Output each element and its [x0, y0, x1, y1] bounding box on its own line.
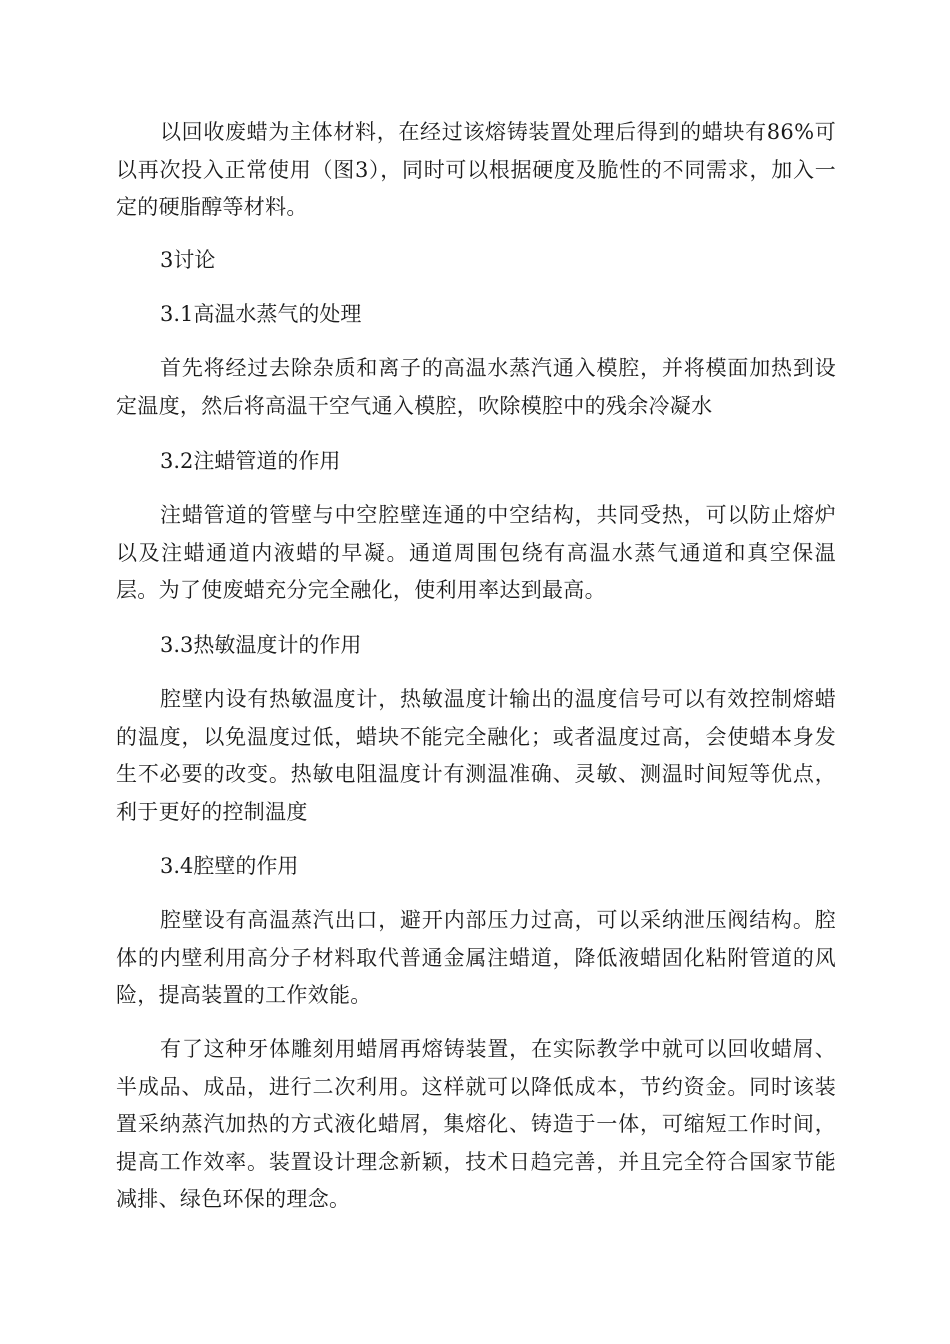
subsection-heading-3-3: 3.3热敏温度计的作用	[160, 633, 362, 657]
subsection-heading-3-2: 3.2注蜡管道的作用	[160, 449, 341, 473]
paragraph-3-1: 首先将经过去除杂质和离子的高温水蒸汽通入模腔，并将模面加热到设定温度，然后将高温干空气通入模腔，吹除模腔中的残余冷凝水	[116, 356, 836, 418]
subsection-heading-3-4: 3.4腔壁的作用	[160, 854, 299, 878]
subsection-heading-3-1: 3.1高温水蒸气的处理	[160, 302, 362, 326]
section-heading-discussion: 3讨论	[160, 248, 216, 272]
paragraph-3-4: 腔壁设有高温蒸汽出口，避开内部压力过高，可以采纳泄压阀结构。腔体的内壁利用高分子材料取代普通金属注蜡道，降低液蜡固化粘附管道的风险，提高装置的工作效能。	[116, 908, 836, 1007]
paragraph-3-3: 腔壁内设有热敏温度计，热敏温度计输出的温度信号可以有效控制熔蜡的温度，以免温度过低，蜡块不能完全融化；或者温度过高，会使蜡本身发生不必要的改变。热敏电阻温度计有测温准确、灵敏、测温时间短等优点，利于更好的控制温度	[116, 687, 836, 824]
paragraph-conclusion: 有了这种牙体雕刻用蜡屑再熔铸装置，在实际教学中就可以回收蜡屑、半成品、成品，进行二次利用。这样就可以降低成本，节约资金。同时该装置采纳蒸汽加热的方式液化蜡屑，集熔化、铸造于一体，可缩短工作时间，提高工作效率。装置设计理念新颖，技术日趋完善，并且完全符合国家节能减排、绿色环保的理念。	[116, 1037, 836, 1211]
paragraph-3-2: 注蜡管道的管壁与中空腔壁连通的中空结构，共同受热，可以防止熔炉以及注蜡通道内液蜡的早凝。通道周围包绕有高温水蒸气通道和真空保温层。为了使废蜡充分完全融化，使利用率达到最高。	[116, 503, 836, 602]
paragraph-results: 以回收废蜡为主体材料，在经过该熔铸装置处理后得到的蜡块有86%可以再次投入正常使用（图3），同时可以根据硬度及脆性的不同需求，加入一定的硬脂醇等材料。	[116, 120, 836, 219]
